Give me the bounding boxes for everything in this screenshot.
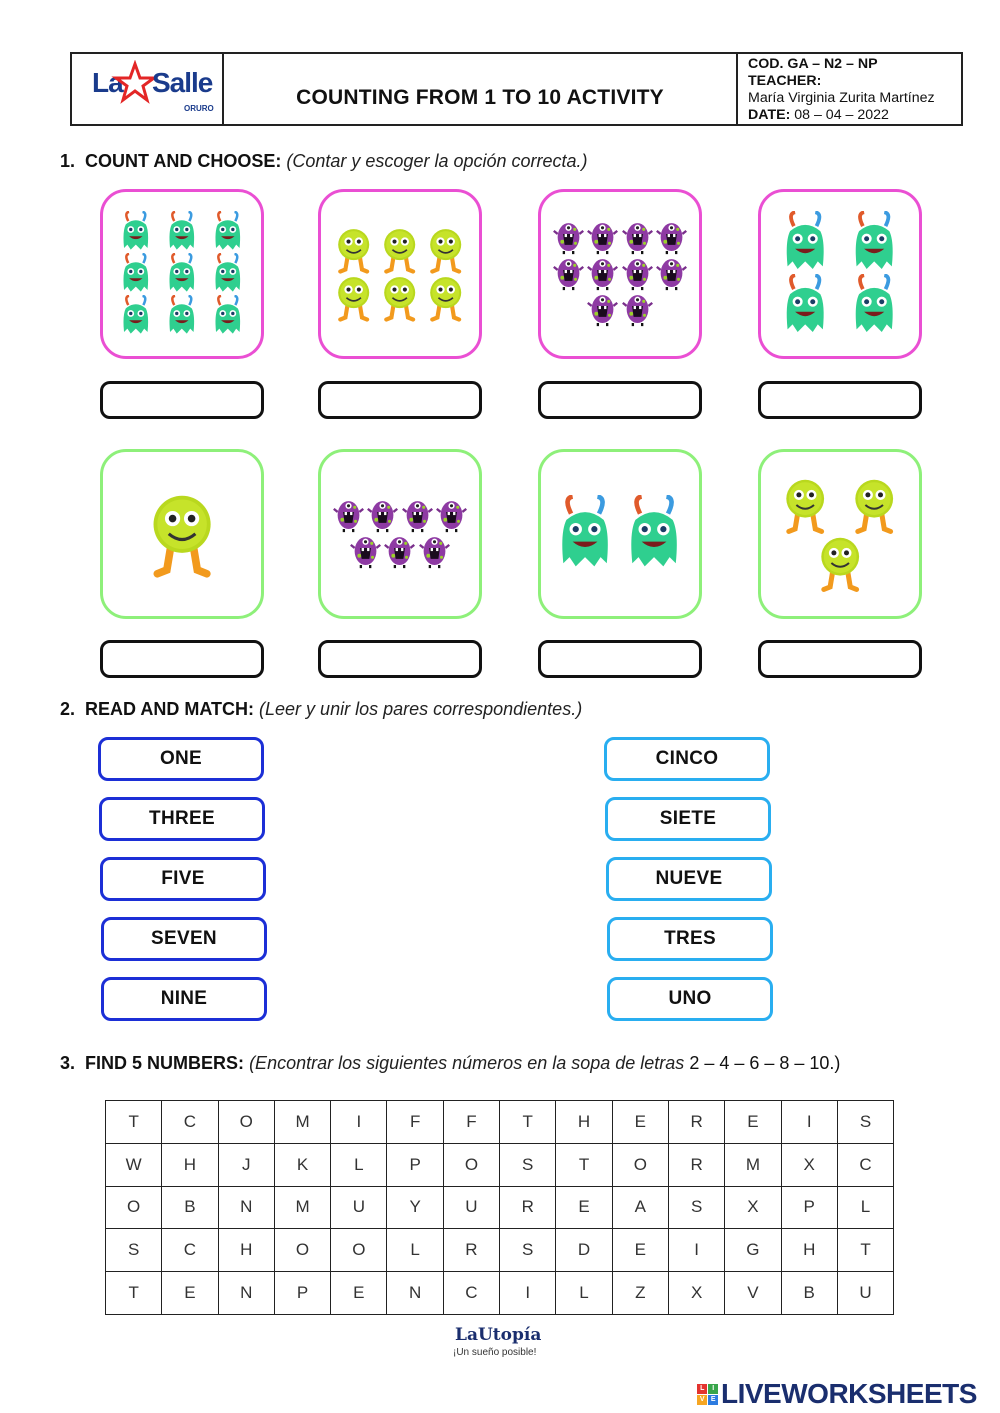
match-left-one[interactable]: ONE bbox=[98, 737, 264, 781]
grid-cell[interactable]: Z bbox=[612, 1272, 668, 1315]
grid-cell[interactable]: O bbox=[331, 1229, 387, 1272]
count-card-8 bbox=[758, 449, 922, 619]
section1-number: 1. bbox=[60, 151, 76, 171]
grid-cell[interactable]: M bbox=[274, 1101, 330, 1144]
grid-cell[interactable]: D bbox=[556, 1229, 612, 1272]
purple-monster-icon bbox=[587, 220, 618, 256]
grid-cell[interactable]: X bbox=[668, 1272, 724, 1315]
purple-monster-icon bbox=[587, 256, 618, 292]
yellow-monster-icon bbox=[144, 490, 220, 578]
liveworksheets-logo bbox=[697, 1378, 977, 1410]
match-right-uno[interactable]: UNO bbox=[607, 977, 773, 1021]
la-salle-star-icon bbox=[92, 60, 222, 104]
date-value: 08 – 04 – 2022 bbox=[794, 107, 889, 123]
match-left-five[interactable]: FIVE bbox=[100, 857, 266, 901]
grid-cell[interactable]: O bbox=[274, 1229, 330, 1272]
grid-cell[interactable]: J bbox=[218, 1143, 274, 1186]
grid-cell[interactable]: U bbox=[837, 1272, 893, 1315]
grid-cell[interactable]: P bbox=[274, 1272, 330, 1315]
section3-numbers: 2 – 4 – 6 – 8 – 10.) bbox=[689, 1053, 841, 1073]
count-card-3 bbox=[538, 189, 702, 359]
section2-heading bbox=[60, 699, 582, 720]
grid-cell[interactable]: I bbox=[668, 1229, 724, 1272]
grid-cell[interactable]: F bbox=[443, 1101, 499, 1144]
svg-text:Salle: Salle bbox=[152, 67, 213, 98]
grid-cell[interactable]: C bbox=[443, 1272, 499, 1315]
la-utopia-slogan: ¡Un sueño posible! bbox=[453, 1347, 537, 1358]
teal-monster-icon bbox=[211, 211, 245, 253]
purple-monster-icon bbox=[622, 256, 653, 292]
answer-box-3[interactable] bbox=[538, 381, 702, 419]
grid-cell[interactable]: I bbox=[331, 1101, 387, 1144]
teal-monster-icon bbox=[119, 295, 153, 337]
grid-cell[interactable]: I bbox=[500, 1272, 556, 1315]
match-right-siete[interactable]: SIETE bbox=[605, 797, 771, 841]
purple-monster-icon bbox=[419, 534, 450, 570]
grid-cell[interactable]: F bbox=[387, 1101, 443, 1144]
date-label: DATE: bbox=[748, 107, 791, 123]
grid-cell[interactable]: G bbox=[725, 1229, 781, 1272]
section3-title: FIND 5 NUMBERS: bbox=[85, 1053, 245, 1073]
teal-monster-icon bbox=[211, 253, 245, 295]
match-right-cinco[interactable]: CINCO bbox=[604, 737, 770, 781]
yellow-monster-icon bbox=[425, 226, 466, 274]
grid-cell[interactable]: Y bbox=[387, 1186, 443, 1229]
answer-box-7[interactable] bbox=[538, 640, 702, 678]
purple-monster-icon bbox=[367, 498, 398, 534]
yellow-monster-icon bbox=[815, 534, 865, 592]
logo-cell bbox=[72, 54, 224, 124]
grid-cell[interactable]: W bbox=[106, 1143, 162, 1186]
logo-subtitle: ORURO bbox=[184, 104, 214, 113]
word-search-grid bbox=[105, 1100, 894, 1315]
grid-cell[interactable]: E bbox=[331, 1272, 387, 1315]
grid-cell[interactable]: V bbox=[725, 1272, 781, 1315]
grid-cell[interactable]: C bbox=[162, 1229, 218, 1272]
grid-cell[interactable]: B bbox=[162, 1186, 218, 1229]
answer-box-4[interactable] bbox=[758, 381, 922, 419]
purple-monster-icon bbox=[333, 498, 364, 534]
section2-number: 2. bbox=[60, 699, 76, 719]
grid-cell[interactable]: E bbox=[725, 1101, 781, 1144]
grid-cell[interactable]: L bbox=[837, 1186, 893, 1229]
grid-cell[interactable]: R bbox=[668, 1101, 724, 1144]
grid-row bbox=[106, 1229, 894, 1272]
section3-heading bbox=[60, 1053, 840, 1074]
teacher-name: María Virginia Zurita Martínez bbox=[748, 90, 935, 106]
grid-cell[interactable]: U bbox=[443, 1186, 499, 1229]
grid-cell[interactable]: H bbox=[556, 1101, 612, 1144]
grid-cell[interactable]: T bbox=[500, 1101, 556, 1144]
teal-monster-icon bbox=[165, 295, 199, 337]
purple-monster-icon bbox=[622, 220, 653, 256]
section1-heading bbox=[60, 151, 588, 172]
count-card-4 bbox=[758, 189, 922, 359]
answer-box-5[interactable] bbox=[100, 640, 264, 678]
section1-title: COUNT AND CHOOSE: bbox=[85, 151, 282, 171]
teal-monster-icon bbox=[849, 274, 899, 337]
teal-monster-icon bbox=[119, 253, 153, 295]
count-card-1 bbox=[100, 189, 264, 359]
grid-cell[interactable]: E bbox=[612, 1101, 668, 1144]
yellow-monster-icon bbox=[780, 476, 830, 534]
svg-text:La: La bbox=[92, 67, 123, 98]
purple-monster-icon bbox=[553, 220, 584, 256]
answer-box-2[interactable] bbox=[318, 381, 482, 419]
grid-cell[interactable]: E bbox=[162, 1272, 218, 1315]
teacher-label: TEACHER: bbox=[748, 73, 822, 89]
grid-cell[interactable]: N bbox=[218, 1186, 274, 1229]
page-title: COUNTING FROM 1 TO 10 ACTIVITY bbox=[296, 86, 664, 109]
grid-cell[interactable]: R bbox=[500, 1186, 556, 1229]
section3-subtitle: (Encontrar los siguientes números en la sopa de letras bbox=[249, 1053, 685, 1073]
teal-monster-icon bbox=[165, 211, 199, 253]
grid-cell[interactable]: T bbox=[106, 1101, 162, 1144]
grid-cell[interactable]: N bbox=[218, 1272, 274, 1315]
grid-row bbox=[106, 1143, 894, 1186]
purple-monster-icon bbox=[402, 498, 433, 534]
liveworksheets-text: LIVEWORKSHEETS bbox=[721, 1378, 977, 1409]
la-utopia-logo: LaUtopía bbox=[455, 1325, 542, 1345]
purple-monster-icon bbox=[656, 220, 687, 256]
yellow-monster-icon bbox=[333, 274, 374, 322]
teal-monster-icon bbox=[211, 295, 245, 337]
grid-cell[interactable]: U bbox=[331, 1186, 387, 1229]
teal-monster-icon bbox=[119, 211, 153, 253]
grid-cell[interactable]: A bbox=[612, 1186, 668, 1229]
match-left-seven[interactable]: SEVEN bbox=[101, 917, 267, 961]
teal-monster-icon bbox=[849, 211, 899, 274]
section2-title: READ AND MATCH: bbox=[85, 699, 255, 719]
grid-cell[interactable]: C bbox=[162, 1101, 218, 1144]
title-cell bbox=[224, 54, 738, 124]
teal-monster-icon bbox=[623, 495, 685, 573]
count-card-6 bbox=[318, 449, 482, 619]
grid-cell[interactable]: O bbox=[443, 1143, 499, 1186]
match-left-nine[interactable]: NINE bbox=[101, 977, 267, 1021]
grid-cell[interactable]: R bbox=[443, 1229, 499, 1272]
answer-box-6[interactable] bbox=[318, 640, 482, 678]
grid-cell[interactable]: C bbox=[837, 1143, 893, 1186]
grid-cell[interactable]: R bbox=[668, 1143, 724, 1186]
grid-cell[interactable]: I bbox=[781, 1101, 837, 1144]
teal-monster-icon bbox=[780, 211, 830, 274]
grid-cell[interactable]: E bbox=[612, 1229, 668, 1272]
section2-subtitle: (Leer y unir los pares correspondientes.) bbox=[259, 699, 583, 719]
header-table bbox=[70, 52, 963, 126]
yellow-monster-icon bbox=[379, 226, 420, 274]
cod-label: COD. GA – N2 – NP bbox=[748, 56, 878, 72]
grid-cell[interactable]: T bbox=[106, 1272, 162, 1315]
grid-cell[interactable]: H bbox=[162, 1143, 218, 1186]
purple-monster-icon bbox=[656, 256, 687, 292]
match-right-tres[interactable]: TRES bbox=[607, 917, 773, 961]
grid-row bbox=[106, 1186, 894, 1229]
grid-cell[interactable]: P bbox=[387, 1143, 443, 1186]
grid-cell[interactable]: O bbox=[218, 1101, 274, 1144]
teal-monster-icon bbox=[554, 495, 616, 573]
yellow-monster-icon bbox=[849, 476, 899, 534]
grid-cell[interactable]: S bbox=[668, 1186, 724, 1229]
grid-cell[interactable]: O bbox=[612, 1143, 668, 1186]
grid-row bbox=[106, 1101, 894, 1144]
grid-cell[interactable]: H bbox=[781, 1229, 837, 1272]
section3-number: 3. bbox=[60, 1053, 76, 1073]
purple-monster-icon bbox=[587, 292, 618, 328]
grid-cell[interactable]: K bbox=[274, 1143, 330, 1186]
liveworksheets-badge-icon: L I V E bbox=[697, 1384, 718, 1405]
grid-cell[interactable]: S bbox=[500, 1229, 556, 1272]
match-right-nueve[interactable]: NUEVE bbox=[606, 857, 772, 901]
grid-cell[interactable]: O bbox=[106, 1186, 162, 1229]
grid-cell[interactable]: P bbox=[781, 1186, 837, 1229]
yellow-monster-icon bbox=[333, 226, 374, 274]
grid-cell[interactable]: L bbox=[331, 1143, 387, 1186]
grid-row bbox=[106, 1272, 894, 1315]
teal-monster-icon bbox=[780, 274, 830, 337]
grid-cell[interactable]: S bbox=[837, 1101, 893, 1144]
yellow-monster-icon bbox=[379, 274, 420, 322]
purple-monster-icon bbox=[384, 534, 415, 570]
grid-cell[interactable]: M bbox=[274, 1186, 330, 1229]
purple-monster-icon bbox=[622, 292, 653, 328]
section1-subtitle: (Contar y escoger la opción correcta.) bbox=[286, 151, 588, 171]
purple-monster-icon bbox=[553, 256, 584, 292]
count-card-5 bbox=[100, 449, 264, 619]
grid-cell[interactable]: H bbox=[218, 1229, 274, 1272]
purple-monster-icon bbox=[350, 534, 381, 570]
purple-monster-icon bbox=[436, 498, 467, 534]
grid-cell[interactable]: T bbox=[556, 1143, 612, 1186]
grid-cell[interactable]: T bbox=[837, 1229, 893, 1272]
info-cell bbox=[739, 54, 961, 124]
answer-box-1[interactable] bbox=[100, 381, 264, 419]
yellow-monster-icon bbox=[425, 274, 466, 322]
grid-cell[interactable]: X bbox=[725, 1186, 781, 1229]
grid-cell[interactable]: E bbox=[556, 1186, 612, 1229]
grid-cell[interactable]: L bbox=[556, 1272, 612, 1315]
grid-cell[interactable]: S bbox=[500, 1143, 556, 1186]
grid-cell[interactable]: M bbox=[725, 1143, 781, 1186]
answer-box-8[interactable] bbox=[758, 640, 922, 678]
grid-cell[interactable]: S bbox=[106, 1229, 162, 1272]
teal-monster-icon bbox=[165, 253, 199, 295]
count-card-2 bbox=[318, 189, 482, 359]
match-left-three[interactable]: THREE bbox=[99, 797, 265, 841]
grid-cell[interactable]: N bbox=[387, 1272, 443, 1315]
grid-cell[interactable]: L bbox=[387, 1229, 443, 1272]
grid-cell[interactable]: X bbox=[781, 1143, 837, 1186]
grid-cell[interactable]: B bbox=[781, 1272, 837, 1315]
count-card-7 bbox=[538, 449, 702, 619]
